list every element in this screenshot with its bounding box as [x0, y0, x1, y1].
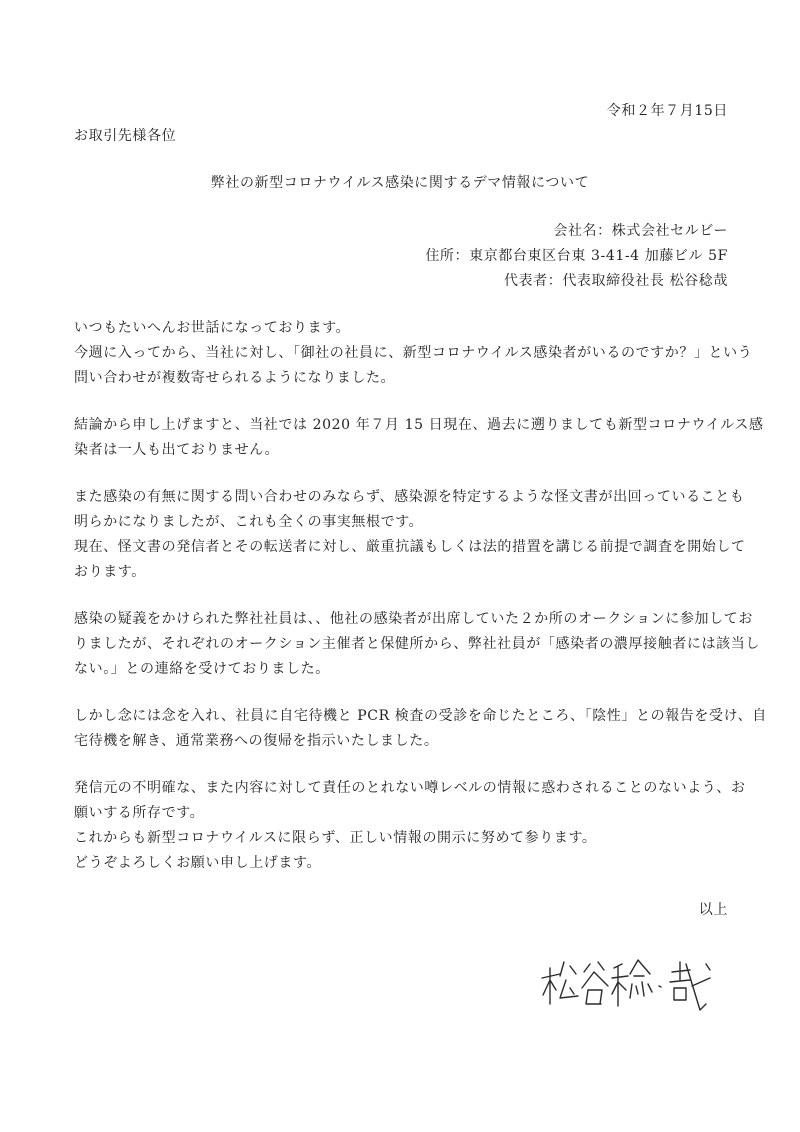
sender-address: 住所：東京都台東区台東 3-41-4 加藤ビル 5F — [425, 248, 728, 264]
handwritten-signature — [540, 950, 740, 1020]
body-line: 結論から申し上げますと、当社では 2020 年７月 15 日現在、過去に遡りましても新型コロナウイルス感 — [74, 417, 764, 433]
body-line: 今週に入ってから、当社に対し、「御社の社員に、新型コロナウイルス感染者がいるのですか？」という — [74, 345, 753, 361]
sender-representative: 代表者：代表取締役社長 松谷稔哉 — [503, 273, 728, 289]
sender-company: 会社名：株式会社セルビー — [553, 223, 728, 239]
body-line: これからも新型コロナウイルスに限らず、正しい情報の開示に努めて参ります。 — [74, 830, 597, 846]
body-line: 明らかになりましたが、これも全くの事実無根です。 — [74, 514, 424, 530]
letter-title: 弊社の新型コロナウイルス感染に関するデマ情報について — [210, 175, 590, 191]
body-line: また感染の有無に関する問い合わせのみならず、感染源を特定するような怪文書が出回っていることも — [74, 489, 745, 505]
body-line: いつもたいへんお世話になっております。 — [74, 320, 351, 336]
body-line: 発信元の不明確な、また内容に対して責任のとれない噂レベルの情報に惑わされることのないよう、お — [74, 780, 746, 796]
body-line: 感染の疑義をかけられた弊社社員は、、他社の感染者が出席していた２か所のオークションに参加してお — [74, 611, 753, 627]
body-line: 現在、怪文書の発信者とその転送者に対し、厳重抗議もしくは法的措置を講じる前提で調査を開始して — [74, 539, 746, 555]
body-line: ない。」との連絡を受けておりました。 — [74, 661, 330, 677]
body-line: 宅待機を解き、通常業務への復帰を指示いたしました。 — [74, 733, 439, 749]
body-line: りましたが、それぞれのオークション主催者と保健所から、弊社社員が「感染者の濃厚接触者には該当し — [74, 636, 760, 652]
closing-text: 以上 — [698, 902, 728, 918]
addressee: お取引先様各位 — [74, 128, 177, 144]
body-line: 問い合わせが複数寄せられるようになりました。 — [74, 370, 396, 386]
body-line: どうぞよろしくお願い申し上げます。 — [74, 855, 322, 871]
body-line: 願いする所存です。 — [74, 805, 205, 821]
body-line: しかし念には念を入れ、社員に自宅待機と PCR 検査の受診を命じたところ、「陰性」との報告を受け、自 — [74, 708, 767, 724]
body-line: 染者は一人も出ておりません。 — [74, 442, 280, 458]
letter-date: 令和２年７月15日 — [606, 103, 728, 119]
body-line: おります。 — [74, 564, 146, 580]
